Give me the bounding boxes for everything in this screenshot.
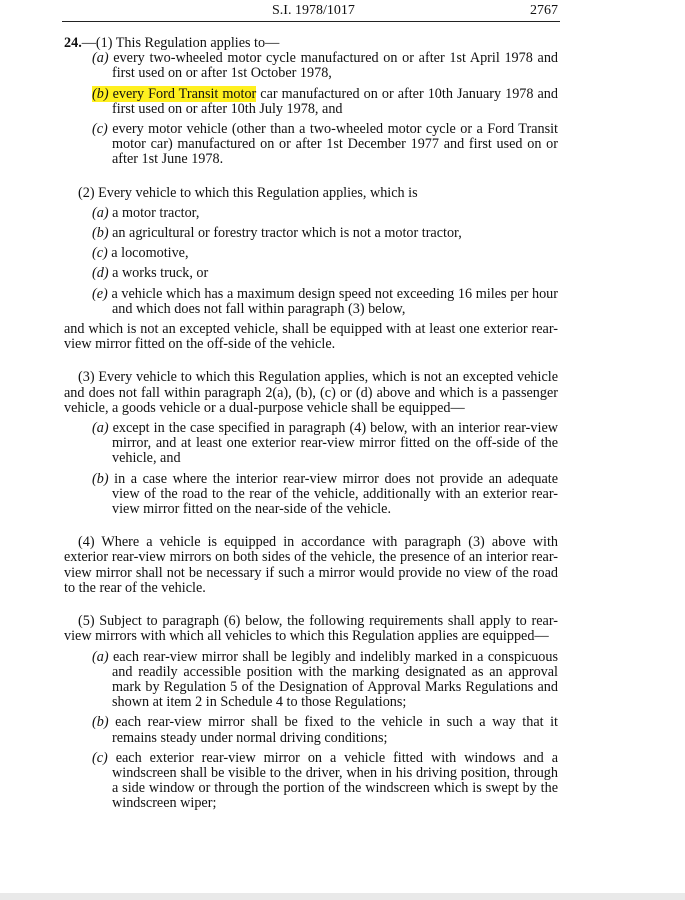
paragraph-2-c: (c) a locomotive, xyxy=(92,245,189,262)
paragraph-5-a: (a) each rear-view mirror shall be legibly and indelibly marked in a conspicuous and readily accessible position with the marking designated as an approval mark by Regulation 5 of the Designation of Approval Marks Regulations and shown at item 2 in Schedule 4 to those Regulations; xyxy=(92,648,558,711)
paragraph-2-e: (e) a vehicle which has a maximum design speed not exceeding 16 miles per hour and which does not fall within paragraph (3) below, xyxy=(92,285,559,317)
paragraph-1-intro: 24.—(1) This Regulation applies to— xyxy=(64,35,280,51)
highlighted-text: (b) every Ford Transit motor xyxy=(92,85,257,102)
viewer-bottom-strip xyxy=(0,893,685,900)
paragraph-3-b: (b) in a case where the interior rear-view mirror does not provide an adequate view of the road to the rear of the vehicle, additionally with an exterior rear-view mirror fitted on the near-side of the vehicle. xyxy=(92,470,559,518)
paragraph-2-d: (d) a works truck, or xyxy=(92,265,209,282)
header-page-number: 2767 xyxy=(530,3,558,18)
paragraph-3-intro: (3) Every vehicle to which this Regulation applies, which is not an excepted vehicle and does not fall within paragraph 2(a), (b), (c) or (d) above and which is a passenger vehicle, a goods vehicle or a dual-purpose vehicle shall be equipped— xyxy=(64,369,558,416)
regulation-text xyxy=(64,36,558,812)
paragraph-2-a: (a) a motor tractor, xyxy=(92,204,200,221)
page-header xyxy=(62,0,560,22)
paragraph-2-intro: (2) Every vehicle to which this Regulation applies, which is xyxy=(78,184,418,201)
regulation-number: 24. xyxy=(64,35,82,51)
paragraph-2-tail: and which is not an excepted vehicle, shall be equipped with at least one exterior rear-view mirror fitted on the off-side of the vehicle. xyxy=(64,321,558,353)
paragraph-4: (4) Where a vehicle is equipped in accordance with paragraph (3) above with exterior rear-view mirrors on both sides of the vehicle, the presence of an interior rear-view mirror shall not be necessary if such a mirror would provide no view of the road to the rear of the vehicle. xyxy=(64,534,558,596)
paragraph-5-b: (b) each rear-view mirror shall be fixed to the vehicle in such a way that it remains steady under normal driving conditions; xyxy=(92,714,559,746)
paragraph-1-c: (c) every motor vehicle (other than a two-wheeled motor cycle or a Ford Transit motor car) manufactured on or after 1st December 1977 and first used on or after 1st June 1978. xyxy=(92,121,558,168)
paragraph-1-a: (a) every two-wheeled motor cycle manufactured on or after 1st April 1978 and first used on or after 1st October 1978, xyxy=(92,50,559,82)
paragraph-1-b: (b) every Ford Transit motor car manufactured on or after 10th January 1978 and first used on or after 10th July 1978, and xyxy=(92,85,558,117)
paragraph-2-b: (b) an agricultural or forestry tractor which is not a motor tractor, xyxy=(92,225,462,242)
paragraph-5-intro: (5) Subject to paragraph (6) below, the following requirements shall apply to rear-view mirrors with which all vehicles to which this Regulation applies are equipped— xyxy=(64,613,558,645)
paragraph-5-c: (c) each exterior rear-view mirror on a vehicle fitted with windows and a windscreen shall be visible to the driver, when in his driving position, through a side window or through the portion of the windscreen which is swept by the windscreen wiper; xyxy=(92,749,558,812)
paragraph-3-a: (a) except in the case specified in paragraph (4) below, with an interior rear-view mirror, and at least one exterior rear-view mirror fitted on the off-side of the vehicle, and xyxy=(92,420,558,467)
header-title: S.I. 1978/1017 xyxy=(272,3,355,18)
